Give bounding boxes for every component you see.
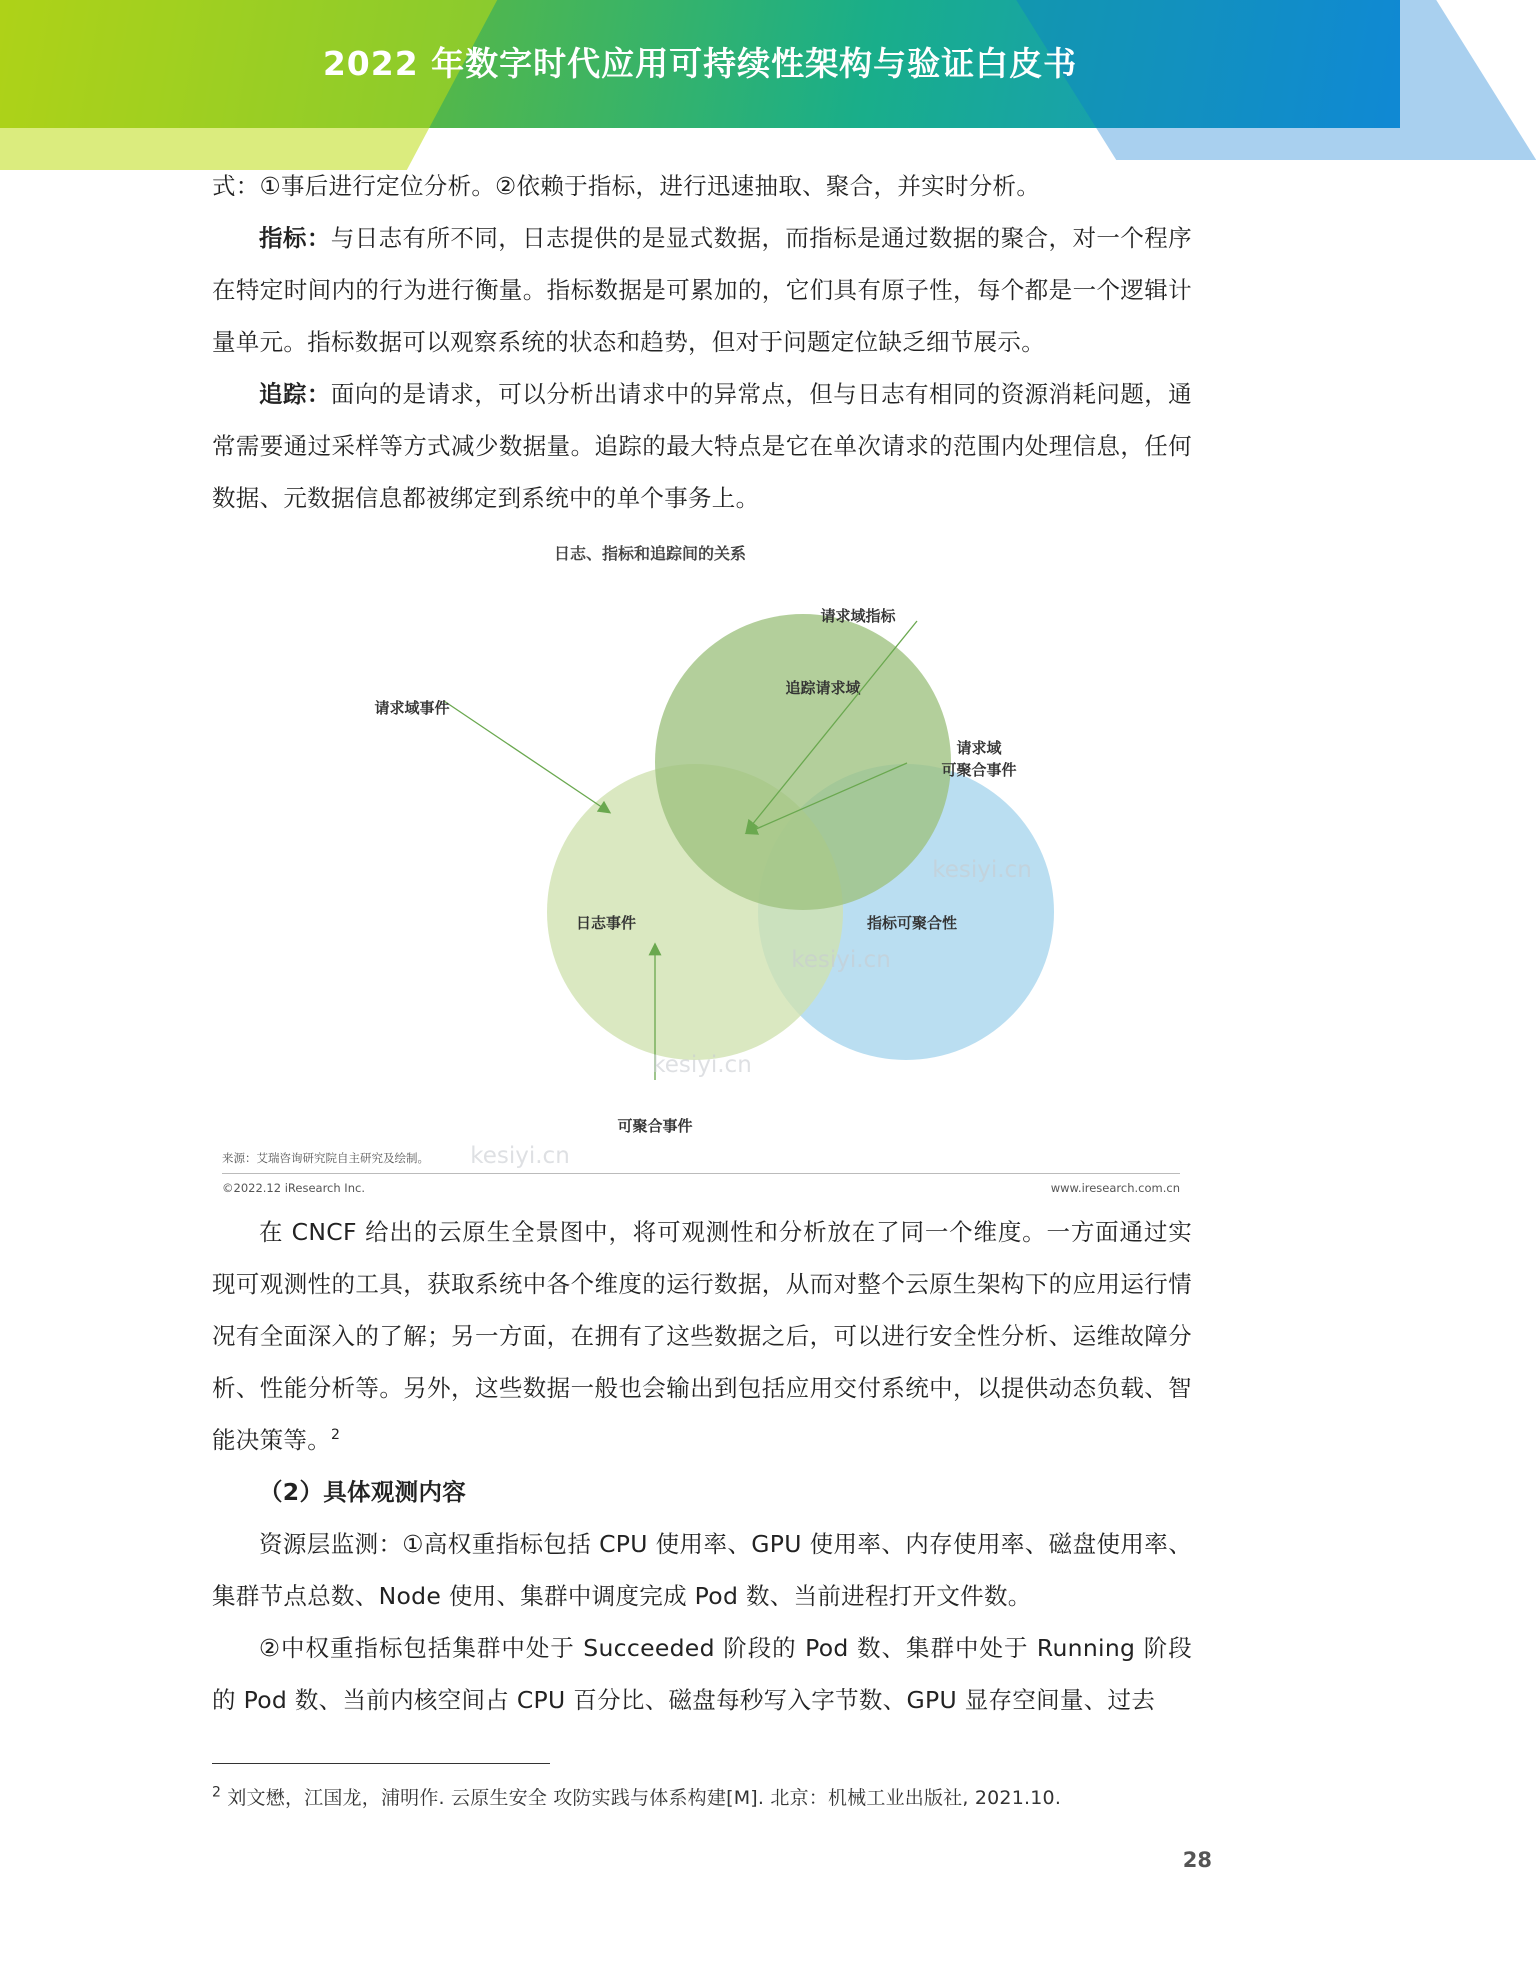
paragraph-resource-monitoring: 资源层监测：①高权重指标包括 CPU 使用率、GPU 使用率、内存使用率、磁盘使用率、集群节点总数、Node 使用、集群中调度完成 Pod 数、当前进程打开文件数。 [212, 1530, 1192, 1610]
figure-title: 日志、指标和追踪间的关系 [553, 544, 747, 563]
body-lower [212, 1206, 1192, 1726]
tracing-circle-label: 追踪请求域 [785, 679, 861, 697]
document-title: 2022 年数字时代应用可持续性架构与验证白皮书 [322, 44, 1078, 83]
logs-circle-label: 日志事件 [575, 914, 637, 932]
figure-url: www.iresearch.com.cn [1050, 1181, 1180, 1195]
metrics-label: 指标： [259, 224, 331, 252]
footnote-divider [212, 1763, 550, 1764]
label-request-events: 请求域事件 [374, 699, 450, 717]
footnote-reference[interactable]: 2 [331, 1427, 341, 1444]
tracing-text: 面向的是请求，可以分析出请求中的异常点，但与日志有相同的资源消耗问题，通常需要通过采样等方式减少数据量。追踪的最大特点是它在单次请求的范围内处理信息，任何数据、元数据信息都被绑定到系统中的单个事务上。 [212, 380, 1192, 512]
paragraph-tracing [212, 368, 1192, 524]
page-header [0, 0, 1400, 128]
cncf-text: 在 CNCF 给出的云原生全景图中，将可观测性和分析放在了同一个维度。一方面通过实现可观测性的工具，获取系统中各个维度的运行数据，从而对整个云原生架构下的应用运行情况有全面深入的了解；另一方面，在拥有了这些数据之后，可以进行安全性分析、运维故障分析、性能分析等。另外，这些数据一般也会输出到包括应用交付系统中，以提供动态负载、智能决策等。 [212, 1218, 1192, 1454]
footnote-marker: 2 [212, 1784, 222, 1801]
label-request-agg-line2: 可聚合事件 [941, 761, 1017, 779]
arrow-request-events [444, 701, 609, 812]
section-heading: （2）具体观测内容 [259, 1478, 467, 1506]
paragraph-1: 式：①事后进行定位分析。②依赖于指标，进行迅速抽取、聚合，并实时分析。 [212, 172, 1041, 200]
footnote-text: 刘文懋，江国龙，浦明作. 云原生安全 攻防实践与体系构建[M]. 北京：机械工业出版社, 2021.10. [227, 1787, 1062, 1809]
label-request-metrics: 请求域指标 [820, 607, 896, 625]
figure-source: 来源：艾瑞咨询研究院自主研究及绘制。 [222, 1151, 429, 1165]
metrics-text: 与日志有所不同，日志提供的是显式数据，而指标是通过数据的聚合，对一个程序在特定时间内的行为进行衡量。指标数据是可累加的，它们具有原子性，每个都是一个逻辑计量单元。指标数据可以观察系统的状态和趋势，但对于问题定位缺乏细节展示。 [212, 224, 1192, 356]
page-number: 28 [1182, 1848, 1212, 1872]
figure-divider [222, 1173, 1180, 1174]
label-agg-events: 可聚合事件 [617, 1117, 693, 1135]
figure-copyright: ©2022.12 iResearch Inc. [222, 1181, 365, 1195]
metrics-circle-label: 指标可聚合性 [866, 914, 958, 932]
tracing-label: 追踪： [259, 380, 331, 408]
watermark-1: kesiyi.cn [932, 857, 1032, 883]
paragraph-medium-weight: ②中权重指标包括集群中处于 Succeeded 阶段的 Pod 数、集群中处于 Running 阶段的 Pod 数、当前内核空间占 CPU 百分比、磁盘每秒写入字节数、GPU 显存空间量、过去 [212, 1634, 1192, 1714]
body-upper [212, 160, 1192, 524]
watermark-3: kesiyi.cn [652, 1052, 752, 1078]
label-request-agg-line1: 请求域 [956, 739, 1002, 757]
footnote [212, 1783, 1061, 1810]
paragraph-metrics [212, 212, 1192, 368]
paragraph-cncf [212, 1206, 1192, 1466]
watermark-2: kesiyi.cn [791, 947, 891, 973]
venn-figure [212, 535, 1188, 1205]
watermark-4: kesiyi.cn [470, 1143, 570, 1169]
